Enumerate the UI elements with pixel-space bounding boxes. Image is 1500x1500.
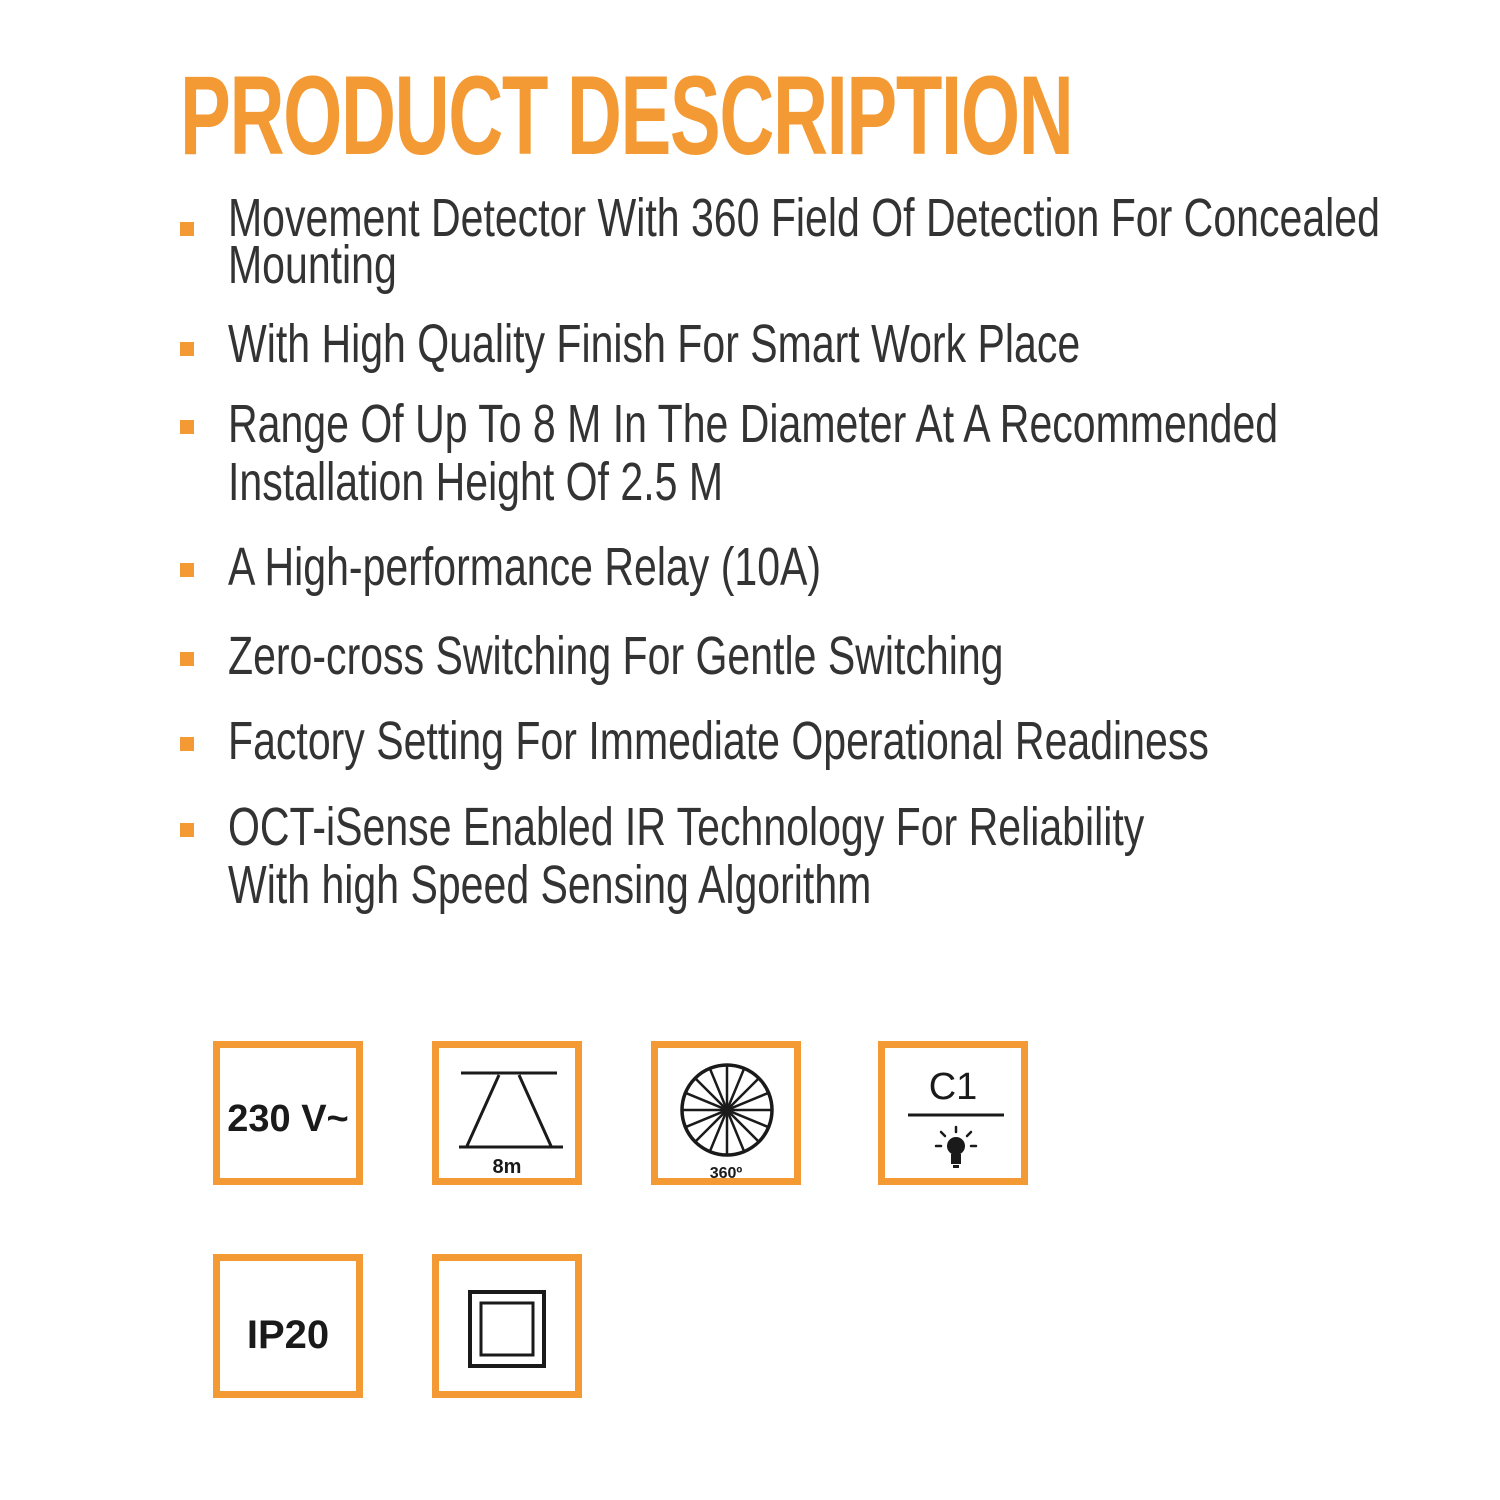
insulation-spec-box <box>432 1254 582 1398</box>
bullet-square-icon <box>180 737 194 751</box>
feature-text <box>228 798 1368 914</box>
double-insulation-icon <box>467 1289 547 1369</box>
voltage-spec-box <box>213 1041 363 1185</box>
bullet-square-icon <box>180 652 194 666</box>
feature-text <box>228 538 1368 596</box>
bullet-square-icon <box>180 342 194 356</box>
feature-line: Installation Height Of 2.5 M <box>228 452 724 512</box>
light-bulb-icon <box>885 1108 1021 1178</box>
bullet-square-icon <box>180 823 194 837</box>
feature-text <box>228 188 1380 295</box>
feature-line: With high Speed Sensing Algorithm <box>228 855 872 915</box>
angle-label: 360º <box>709 1165 743 1182</box>
load-class-label: C1 <box>928 1066 978 1108</box>
voltage-icon: 230 V~ <box>227 1098 349 1140</box>
ip-rating-spec-box <box>213 1254 363 1398</box>
detection-range-icon <box>439 1063 575 1153</box>
feature-line: Range Of Up To 8 M In The Diameter At A Recommended <box>228 394 1279 454</box>
bullet-square-icon <box>180 222 194 236</box>
feature-text <box>228 315 1368 373</box>
load-class-spec-box <box>878 1041 1028 1185</box>
feature-text <box>228 712 1368 770</box>
feature-line: A High-performance Relay (10A) <box>228 537 822 597</box>
feature-line: Mounting <box>228 235 397 295</box>
bullet-square-icon <box>180 420 194 434</box>
bullet-square-icon <box>180 563 194 577</box>
feature-line: Factory Setting For Immediate Operational Readiness <box>228 711 1209 771</box>
feature-text <box>228 395 1368 511</box>
angle-spec-box <box>651 1041 801 1185</box>
feature-line: OCT-iSense Enabled IR Technology For Reliability <box>228 797 1145 857</box>
detection-angle-icon <box>677 1060 777 1160</box>
ip-rating-icon: IP20 <box>246 1313 330 1357</box>
feature-line: Zero-cross Switching For Gentle Switching <box>228 626 1004 686</box>
feature-text <box>228 627 1368 685</box>
range-spec-box <box>432 1041 582 1185</box>
range-label: 8m <box>492 1156 522 1178</box>
page-title: PRODUCT DESCRIPTION <box>180 53 1073 178</box>
feature-line: Movement Detector With 360 Field Of Detection For Concealed <box>228 188 1380 248</box>
feature-line: With High Quality Finish For Smart Work Place <box>228 314 1081 374</box>
